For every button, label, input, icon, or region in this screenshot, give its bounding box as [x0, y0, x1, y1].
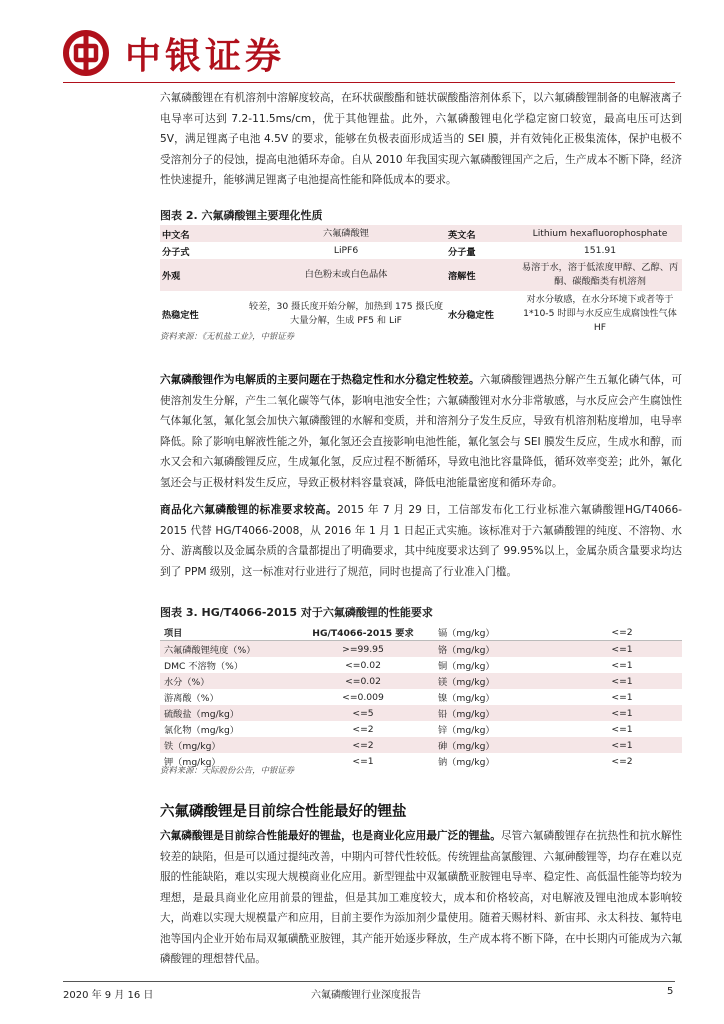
paragraph-body: 六氟磷酸锂遇热分解产生五氟化磷气体，可使溶剂发生分解，产生二氧化碳等气体，影响电池安全性；六氟磷酸锂对水分非常敏感，与水反应会产生腐蚀性气体氟化氢，氟化氢会加快六氟磷酸锂的水解和变质，并和溶剂分子发生反应，导致有机溶剂粘度增加，电导率降低。除了影响电解液性能之外，氟化氢还会直接影响电池性能，氟化氢会与 SEI 膜发生反应，生成水和醇，而水又会和六氟磷酸锂反应，生成氟化氢，反应过程不断循环，导致电池比容量降低，循环效率变差；此外，氟化氢还会与正极材料发生反应，导致正极材料容量衰减，降低电池能量密度和循环寿命。 — [160, 374, 683, 489]
table-cell: 六氟磷酸锂纯度（%） — [160, 641, 292, 658]
table-cell: 分子式 — [162, 246, 190, 258]
requirements-table — [160, 624, 682, 769]
table-row — [160, 721, 682, 737]
paragraph-lead: 商品化六氟磷酸锂的标准要求较高。 — [160, 504, 338, 516]
body-paragraph — [160, 370, 682, 493]
table-cell: 热稳定性 — [162, 310, 199, 321]
paragraph-lead: 六氟磷酸锂是目前综合性能最好的锂盐，也是商业化应用最广泛的锂盐。 — [160, 830, 501, 842]
table-cell: 铁（mg/kg） — [160, 737, 292, 753]
table-cell: 水分（%） — [160, 673, 292, 689]
table-cell: 外观 — [160, 259, 246, 291]
table-cell: <=1 — [562, 673, 682, 689]
body-paragraph — [160, 500, 682, 582]
section-heading: 六氟磷酸锂是目前综合性能最好的锂盐 — [160, 804, 407, 820]
table-header-cell: 项目 — [160, 624, 292, 641]
header-divider — [63, 82, 675, 83]
table-cell: <=1 — [562, 641, 682, 658]
table-cell: 六氟磷酸锂 — [246, 225, 446, 242]
table-row — [160, 641, 682, 658]
table-row — [160, 242, 682, 259]
table-cell: <=1 — [611, 723, 633, 735]
table-cell: 较差，30 摄氏度开始分解，加热到 175 摄氏度大量分解，生成 PF5 和 LiF — [248, 301, 444, 326]
table-cell: Lithium hexafluorophosphate — [518, 225, 682, 242]
table-cell: 分子量 — [448, 246, 476, 258]
table-cell: 英文名 — [446, 225, 518, 242]
table-cell: 白色粉末或白色晶体 — [246, 259, 446, 291]
table-cell: <=0.02 — [292, 673, 434, 689]
figure-3-title: 图表 3. HG/T4066-2015 对于六氟磷酸锂的性能要求 — [160, 606, 433, 619]
table-cell: >=99.95 — [292, 641, 434, 658]
table-header-row — [160, 624, 682, 641]
table-cell: <=2 — [292, 737, 434, 753]
company-name: 中银证券 — [125, 35, 286, 77]
table-cell: 游离酸（%） — [164, 693, 219, 704]
table-cell: <=1 — [611, 659, 633, 671]
paragraph-body: 2015 年 7 月 29 日，工信部发布化工行业标准六氟磷酸锂HG/T4066-2015 代替 HG/T4066-2008，从 2016 年 1 月 1 日起正式实施。该标准对于六氟磷酸锂的纯度、不溶物、水分、游离酸以及金属杂质的含量都提出了明确要求，其中纯度要求达到了 99.95%以上，金属杂质含量要求均达到了 PPM 级别，这一标准对行业进行了规范，同时也提高了行业准入门槛。 — [160, 504, 683, 578]
figure-2-source: 资料来源：《无机盐工业》，中银证券 — [160, 331, 294, 341]
table-cell: 氯化物（mg/kg） — [164, 725, 239, 736]
properties-table — [160, 225, 682, 337]
table-cell: 铬（mg/kg） — [434, 641, 562, 658]
table-cell: 溶解性 — [446, 259, 518, 291]
table-cell: 镁（mg/kg） — [434, 673, 562, 689]
table-cell: <=1 — [611, 691, 633, 703]
table-cell: <=2 — [611, 755, 633, 767]
page-number: 5 — [667, 986, 674, 997]
table-cell: <=0.009 — [342, 691, 384, 703]
table-row — [160, 259, 682, 291]
table-cell: DMC 不溶物（%） — [164, 661, 244, 672]
table-row — [160, 689, 682, 705]
footer-date: 2020 年 9 月 16 日 — [63, 990, 154, 1001]
footer-report-title: 六氟磷酸锂行业深度报告 — [311, 990, 421, 1001]
table-cell: <=1 — [562, 705, 682, 721]
table-row — [160, 225, 682, 242]
table-cell: <=1 — [562, 737, 682, 753]
body-paragraph: 六氟磷酸锂在有机溶剂中溶解度较高，在环状碳酸酯和链状碳酸酯溶剂体系下，以六氟磷酸锂制备的电解液离子电导率可达到 7.2-11.5ms/cm，优于其他锂盐。此外，六氟磷酸锂电化学稳定窗口较宽，最高电压可达到 5V，满足锂离子电池 4.5V 的要求，能够在负极表面形成适当的 SEI 膜，并有效钝化正极集流体，保护电极不受溶剂分子的侵蚀，提高电池循环寿命。自从 2010 年我国实现六氟磷酸锂国产之后，生产成本不断下降，经济性快速提升，能够满足锂离子电池提高性能和降低成本的要求。 — [160, 92, 682, 186]
table-cell: 硫酸盐（mg/kg） — [160, 705, 292, 721]
table-cell: 钾（mg/kg） — [164, 757, 221, 768]
table-cell: 易溶于水，溶于低浓度甲醇、乙醇、丙酮、碳酸酯类有机溶剂 — [518, 259, 682, 291]
bank-of-china-logo-icon — [63, 30, 109, 76]
table-row — [160, 673, 682, 689]
body-paragraph — [160, 826, 682, 970]
table-header-cell: HG/T4066-2015 要求 — [292, 624, 434, 641]
table-cell: 镉（mg/kg） — [434, 624, 562, 641]
table-cell: LiPF6 — [333, 244, 359, 256]
footer-divider — [63, 981, 675, 982]
figure-2-title: 图表 2. 六氟磷酸锂主要理化性质 — [160, 209, 323, 222]
paragraph-body: 尽管六氟磷酸锂存在抗热性和抗水解性较差的缺陷，但是可以通过提纯改善，中期内可替代性较低。传统锂盐高氯酸锂、六氟砷酸锂等，均存在难以克服的性能缺陷，难以实现大规模商业化应用。新型锂盐中双氟磺酰亚胺锂电导率、稳定性、高低温性能等均较为理想，是最具商业化应用前景的锂盐，但是其加工难度较大，成本和价格较高，对电解液及锂电池成本影响较大，尚难以实现大规模量产和应用，目前主要作为添加剂少量使用。随着天赐材料、新宙邦、永太科技、氟特电池等国内企业开始布局双氟磺酰亚胺锂，其产能开始逐步释放，生产成本将不断下降，在中长期内可能成为六氟磷酸锂的理想替代品。 — [160, 830, 682, 965]
table-cell: <=2 — [352, 723, 374, 735]
paragraph-lead: 六氟磷酸锂作为电解质的主要问题在于热稳定性和水分稳定性较差。 — [160, 374, 480, 386]
table-row — [160, 705, 682, 721]
table-cell: 水分稳定性 — [448, 310, 494, 321]
table-cell: 锌（mg/kg） — [438, 725, 495, 736]
table-row — [160, 737, 682, 753]
table-cell: <=0.02 — [345, 659, 381, 671]
figure-3-source: 资料来源：天际股份公告，中银证券 — [160, 765, 294, 775]
table-cell: 砷（mg/kg） — [434, 737, 562, 753]
table-cell: 钠（mg/kg） — [438, 757, 495, 768]
table-cell: 151.91 — [583, 244, 617, 256]
table-cell: 镍（mg/kg） — [438, 693, 495, 704]
table-cell: <=2 — [562, 624, 682, 641]
table-cell: 铜（mg/kg） — [438, 661, 495, 672]
page-header — [63, 30, 683, 80]
table-cell: <=1 — [352, 755, 374, 767]
table-cell: 铅（mg/kg） — [434, 705, 562, 721]
table-cell: 对水分敏感，在水分环境下或者等于 1*10-5 时即与水反应生成腐蚀性气体 HF — [523, 294, 677, 333]
table-cell: 中文名 — [160, 225, 246, 242]
table-cell: <=5 — [292, 705, 434, 721]
table-row — [160, 657, 682, 673]
